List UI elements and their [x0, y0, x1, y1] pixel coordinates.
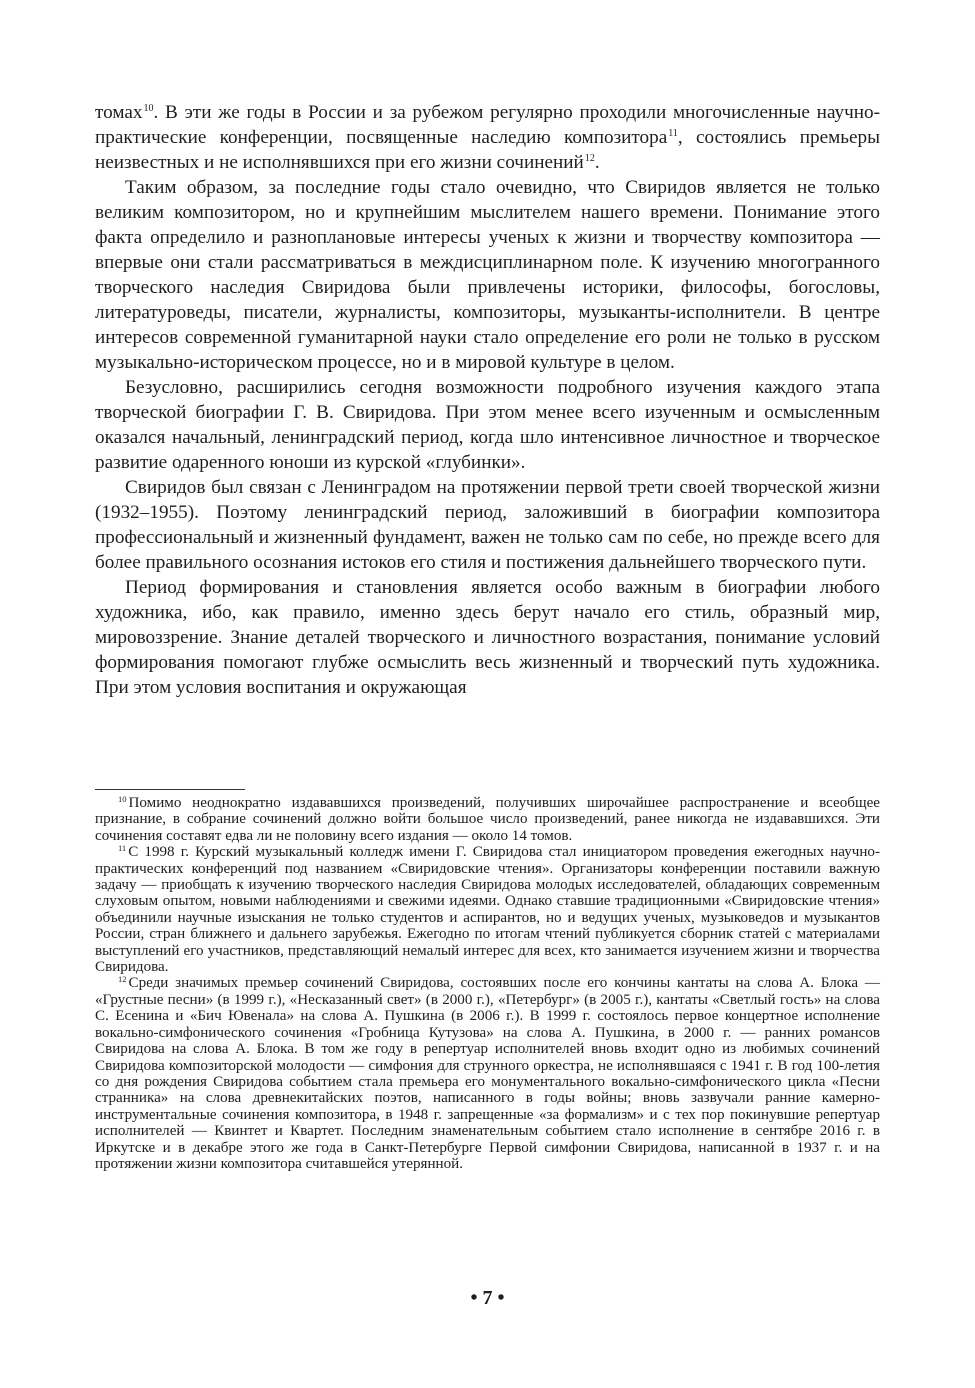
- body-paragraph-4: [95, 475, 880, 575]
- text-run: Безусловно, расширились сегодня возможности подробного изучения каждого этапа творческой биографии Г. В. Свиридова. При этом менее всего изученным и осмысленным оказался начальный, ленинградский период, когда шло интенсивное личностное и творческое развитие одаренного юноши из курской «глубинки».: [95, 377, 880, 473]
- footnotes: [95, 795, 880, 1172]
- body-paragraph-3: [95, 375, 880, 475]
- footnote-separator: [95, 789, 245, 790]
- text-run: , состоялись премьеры неизвестных и не исполнявшихся при его жизни сочинений: [95, 127, 880, 173]
- footnote-ref-10[interactable]: 10: [143, 103, 154, 114]
- footnote-text: Помимо неоднократно издававшихся произведений, получивших широчайшее распространение и всеобщее признание, в собрание сочинений должно войти большое число произведений, ранее никогда не издававшихся. Эти сочинения составят едва ли не половину всего издания — около 14 томов.: [95, 795, 880, 844]
- text-run: . В эти же годы в России и за рубежом регулярно проходили многочисленные научно-практические конференции, посвященные наследию композитора: [95, 102, 880, 148]
- footnote-number: 11: [118, 843, 127, 854]
- page-number: • 7 •: [470, 1287, 505, 1309]
- footnote-number: 10: [118, 794, 127, 804]
- footnote-text: Среди значимых премьер сочинений Свиридова, состоявших после его кончины кантаты на слова А. Блока — «Грустные песни» (в 1999 г.), «Несказанный свет» (в 2000 г.), «Петербург» (в 2005 г.), кантаты «Светлый гость» на слова С. Есенина и «Бич Ювенала» на слова А. Пушкина (в 2006 г.). В 1999 г. состоялось первое концертное исполнение вокально-симфонического сочинения «Гробница Кутузова» на слова А. Пушкина, в 2000 г. — ранних романсов Свиридова на слова А. Блока. В том же году в репертуар исполнителей вновь входит одно из любимых сочинений Свиридова композиторской молодости — симфония для струнного оркестра, не исполнявшаяся с 1941 г. В год 100-летия со дня рождения Свиридова событием стала премьера его монументального вокально-симфонического цикла «Песни странника» на слова древнекитайских поэтов, написанного в годы войны; вновь зазвучали ранние камерно-инструментальные сочинения композитора, в 1948 г. запрещенные «за формализм» и с тех пор покинувшие репертуар исполнителей — Квинтет и Квартет. Последним знаменательным событием стало исполнение в сентябре 2016 г. в Иркутске и в декабре этого же года в Санкт-Петербурге Первой симфонии Свиридова, написанной в 1937 г. и на протяжении жизни композитора считавшейся утерянной.: [95, 975, 880, 1172]
- footnote-10: [95, 795, 880, 844]
- footnote-ref-11[interactable]: 11: [668, 128, 678, 139]
- body-paragraph-2: [95, 175, 880, 375]
- footnote-number: 12: [118, 974, 127, 985]
- text-run: Период формирования и становления является особо важным в биографии любого художника, ибо, как правило, именно здесь берут начало его стиль, образный мир, мировоззрение. Знание деталей творческого и личностного возрастания, понимание условий формирования помогают глубже осмыслить весь жизненный и творческий путь художника. При этом условия воспитания и окружающая: [95, 577, 880, 698]
- footnote-ref-12[interactable]: 12: [584, 153, 595, 164]
- footnote-text: С 1998 г. Курский музыкальный колледж имени Г. Свиридова стал инициатором проведения ежегодных научно-практических конференций под названием «Свиридовские чтения». Организаторы конференции поставили важную задачу — приобщать к изучению творческого наследия Свиридова молодых исследователей, обладающих современным слуховым опытом, новыми наблюдениями и свежими идеями. Однако ставшие традиционными «Свиридовские чтения» объединили научные изыскания не только студентов и аспирантов, но и ведущих ученых, музыковедов и музыкантов России, стран ближнего и дальнего зарубежья. Ежегодно по итогам чтений публикуется сборник статей с материалами выступлений его участников, представляющий немалый интерес для всех, кто занимается изучением жизни и творчества Свиридова.: [95, 844, 880, 976]
- text-run: Таким образом, за последние годы стало очевидно, что Свиридов является не только великим композитором, но и крупнейшим мыслителем нашего времени. Понимание этого факта определило и разноплановые интересы ученых к жизни и творчеству композитора — впервые они стали рассматриваться в междисциплинарном поле. К изучению многогранного творческого наследия Свиридова были привлечены историки, философы, богословы, литературоведы, писатели, журналисты, композиторы, музыканты-исполнители. В центре интересов современной гуманитарной науки стало определение его роли не только в русском музыкально-историческом процессе, но и в мировой культуре в целом.: [95, 177, 880, 373]
- body-paragraph-5: [95, 575, 880, 700]
- text-run: томах: [95, 102, 143, 123]
- main-text: [95, 100, 880, 700]
- text-run: Свиридов был связан с Ленинградом на протяжении первой трети своей творческой жизни (1932–1955). Поэтому ленинградский период, заложивший в биографии композитора профессиональный и жизненный фундамент, важен не только сам по себе, но прежде всего для более правильного осознания истоков его стиля и постижения дальнейшего творческого пути.: [95, 477, 880, 573]
- body-paragraph-1: [95, 100, 880, 175]
- footnote-12: [95, 975, 880, 1172]
- text-run: .: [594, 152, 600, 173]
- footnote-11: [95, 844, 880, 975]
